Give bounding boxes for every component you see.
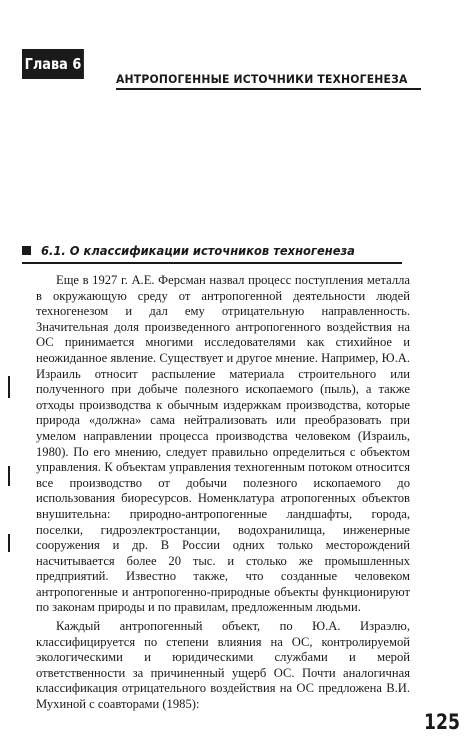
body-text — [36, 273, 410, 713]
paragraph: Еще в 1927 г. А.Е. Ферсман назвал процесс поступления металла в окружающую среду от антропогенной деятельности людей техногенезом и дал ему отрицательную направленность. Значительная доля произведенного антропогенного воздействия на ОС принимается многими исследователями как стихийное и неожиданное явление. Существует и другое мнение. Например, Ю.А. Израиль относит распыление материала строительного или полученного при добыче полезного ископаемого (пыль), а также отходы производства к обычным издержкам производства, которые природа «должна» сама нейтрализовать или преобразовать при умелом направлении процесса производства человеком (Израиль, 1980). По его мнению, следует правильно определиться с объектом управления. К объектам управления техногенным потоком относится все производство от добычи полезного ископаемого до использования биоресурсов. Номенклатура атропогенных объектов внушительна: природно-антропогенные ландшафты, города, поселки, гидроэлектростанции, водохранилища, инженерные сооружения и др. В России одних только месторождений насчитывается более 20 тыс. и столько же промышленных предприятий. Известно также, что созданные человеком антропогенные и антропогенно-природные объекты функционируют по законам природы и по правилам, предложенным людьми. — [36, 273, 410, 615]
margin-mark — [8, 534, 10, 552]
section-underline — [22, 262, 402, 264]
chapter-title: АНТРОПОГЕННЫЕ ИСТОЧНИКИ ТЕХНОГЕНЕЗА — [116, 72, 408, 86]
section-header — [22, 243, 382, 258]
chapter-title-underline — [116, 88, 421, 90]
square-bullet-icon — [22, 246, 31, 255]
paragraph: Каждый антропогенный объект, по Ю.А. Израэлю, классифицируется по степени влияния на ОС, контролируемой экологическими и юридическими службами и мерой ответственности за причиненный ущерб ОС. Почти аналогичная классификация отрицательного воздействия на ОС предложена В.И. Мухиной с соавторами (1985): — [36, 619, 410, 712]
section-heading: 6.1. О классификации источников техногенеза — [41, 243, 355, 258]
margin-mark — [8, 376, 10, 398]
page-number: 125 — [424, 710, 460, 734]
margin-mark — [8, 466, 10, 486]
chapter-label: Глава 6 — [22, 49, 84, 79]
